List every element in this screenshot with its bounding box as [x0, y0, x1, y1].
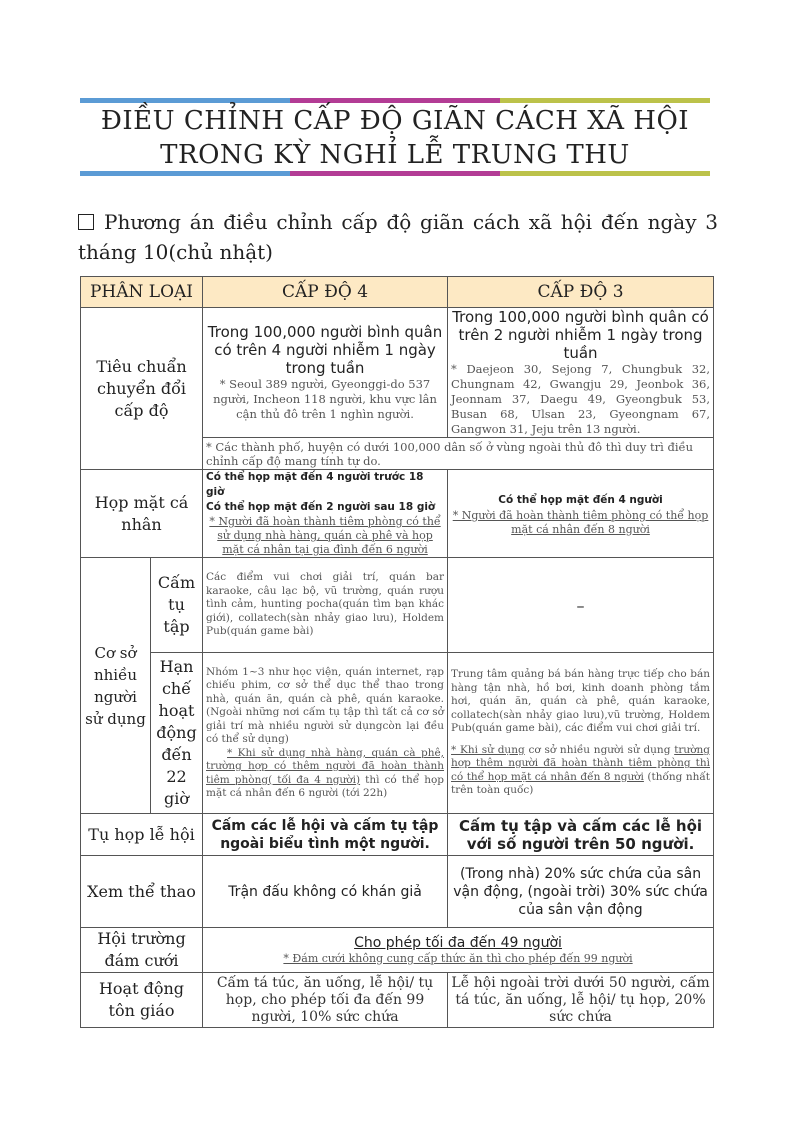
limited-level-3-text: Trung tâm quảng bá bán hàng trực tiếp cho bán hàng tận nhà, hồ bơi, kinh doanh phòng tắm hơi, quán ăn, quán cà phê, quán karaoke, collatech(sàn nhảy giao lưu),vũ trường, Holdem Pub(quán game bài), các điểm vui chơi giải trí. [451, 668, 711, 735]
decorative-color-bar-bottom [80, 171, 710, 176]
criteria-level-4-cell [203, 308, 448, 438]
private-level-4-note: * Người đã hoàn thành tiêm phòng có thể sử dụng nhà hàng, quán cà phê và họp mặt cá nhân tại gia đình đến 6 người [209, 515, 441, 556]
header-category: PHÂN LOẠI [81, 277, 203, 308]
limited-level-4-text: Nhóm 1~3 như học viện, quán internet, rạp chiếu phim, cơ sở thể dục thể thao trong nhà, quán ăn, quán cà phê, quán karaoke. (Ngoài những nơi cấm tụ tập thì tất cả cơ sở giải trí mà nhiều người sử dụngcòn lại đều có thể sử dụng) [206, 665, 445, 745]
section-heading [78, 207, 718, 267]
religion-level-3: Lễ hội ngoài trời dưới 50 người, cấm tá túc, ăn uống, lễ hội/ tụ họp, 20% sức chứa [448, 973, 714, 1028]
section-heading-text: Phương án điều chỉnh cấp độ giãn cách xã hội đến ngày 3 tháng 10(chủ nhật) [78, 210, 718, 264]
title-line-1: ĐIỀU CHỈNH CẤP ĐỘ GIÃN CÁCH XÃ HỘI [100, 106, 690, 136]
wedding-note: * Đám cưới không cung cấp thức ăn thì cho phép đến 99 người [283, 951, 633, 965]
private-level-3-cell [448, 470, 714, 558]
private-level-3-note: * Người đã hoàn thành tiêm phòng có thể họp mặt cá nhân đến 8 người [452, 508, 709, 536]
table-row [81, 814, 714, 856]
row-label-private-gathering: Họp mặt cá nhân [81, 470, 203, 558]
festival-level-4: Cấm các lễ hội và cấm tụ tập ngoài biểu tình một người. [203, 814, 448, 856]
sports-level-4: Trận đấu không có khán giả [203, 856, 448, 928]
sub-label-limited: Hạn chế hoạt động đến 22 giờ [151, 653, 203, 814]
table-row [81, 308, 714, 438]
table-row [81, 558, 714, 653]
row-label-facilities: Cơ sở nhiều người sử dụng [81, 558, 151, 814]
limited-level-4-cell [203, 653, 448, 814]
criteria-level-3-cell [448, 308, 714, 438]
distancing-level-table [80, 276, 714, 1028]
wedding-cell [203, 928, 714, 973]
criteria-shared-note: * Các thành phố, huyện có dưới 100,000 dân số ở vùng ngoài thủ đô thì duy trì điều chỉnh cấp độ mang tính tự do. [203, 438, 714, 470]
row-label-festival: Tụ họp lễ hội [81, 814, 203, 856]
limited-level-3-cell [448, 653, 714, 814]
table-header-row [81, 277, 714, 308]
private-level-3-line-1: Có thể họp mặt đến 4 người [498, 493, 663, 506]
row-label-wedding: Hội trường đám cưới [81, 928, 203, 973]
checkbox-square-icon [78, 214, 94, 230]
sports-level-3: (Trong nhà) 20% sức chứa của sân vận động, (ngoài trời) 30% sức chứa của sân vận động [448, 856, 714, 928]
title-line-2: TRONG KỲ NGHỈ LỄ TRUNG THU [160, 140, 630, 170]
limited-level-3-note-d: (thống nhất trên toàn quốc) [451, 770, 711, 797]
criteria-level-3-main: Trong 100,000 người bình quân có trên 2 người nhiễm 1 ngày trong tuần [452, 308, 709, 362]
criteria-level-3-note: * Daejeon 30, Sejong 7, Chungbuk 32, Chungnam 42, Gwangju 29, Jeonbok 36, Jeonnam 37, Daegu 49, Gyeongbuk 53, Busan 68, Ulsan 23, Gyeongnam 67, Gangwon 31, Jeju trên 13 người. [451, 362, 711, 436]
table-row [81, 856, 714, 928]
wedding-main: Cho phép tối đa đến 49 người [354, 934, 562, 951]
limited-level-3-note-b: cơ sở nhiều người sử dụng [524, 743, 675, 756]
limited-level-4-note-rest: thì có thể họp mặt cá nhân đến 6 người (tới 22h) [206, 773, 445, 799]
header-level-4: CẤP ĐỘ 4 [203, 277, 448, 308]
header-level-3: CẤP ĐỘ 3 [448, 277, 714, 308]
private-level-4-line-2: Có thể họp mặt đến 2 người sau 18 giờ [206, 501, 436, 513]
table-row [81, 470, 714, 558]
decorative-color-bar-top [80, 98, 710, 103]
table-row [81, 973, 714, 1028]
table-row [81, 928, 714, 973]
criteria-level-4-main: Trong 100,000 người bình quân có trên 4 người nhiễm 1 ngày trong tuần [207, 323, 443, 377]
limited-level-3-note-a: * Khi sử dụng [451, 743, 525, 756]
private-level-4-line-1: Có thể họp mặt đến 4 người trước 18 giờ [206, 471, 424, 498]
criteria-level-4-note: * Seoul 389 người, Gyeonggi-do 537 người, Incheon 118 người, khu vực lân cận thủ đô trên 1 nghìn người. [213, 377, 437, 421]
festival-level-3: Cấm tụ tập và cấm các lễ hội với số người trên 50 người. [448, 814, 714, 856]
banned-level-3-text: – [448, 558, 714, 653]
table-row [81, 653, 714, 814]
banned-level-4-text: Các điểm vui chơi giải trí, quán bar karaoke, câu lạc bộ, vũ trường, quán rượu tình cảm, hunting pocha(quán tìm bạn khác giới), collatech(sàn nhảy giao lưu), Holdem Pub(quán game bài) [203, 558, 448, 653]
private-level-4-cell [203, 470, 448, 558]
row-label-religion: Hoạt động tôn giáo [81, 973, 203, 1028]
row-label-criteria: Tiêu chuẩn chuyển đổi cấp độ [81, 308, 203, 470]
religion-level-4: Cấm tá túc, ăn uống, lễ hội/ tụ họp, cho phép tối đa đến 99 người, 10% sức chứa [203, 973, 448, 1028]
document-title [80, 104, 710, 172]
limited-level-4-note-underlined: * Khi sử dụng nhà hàng, quán cà phê, trường hợp có thêm người đã hoàn thành tiêm phòng( tối đa 4 người) [206, 746, 445, 786]
row-label-sports: Xem thể thao [81, 856, 203, 928]
sub-label-banned: Cấm tụ tập [151, 558, 203, 653]
limited-level-3-note-c: trường hợp thêm người đã hoàn thành tiêm phòng thì có thể họp mặt cá nhân đến 8 người [451, 743, 711, 783]
